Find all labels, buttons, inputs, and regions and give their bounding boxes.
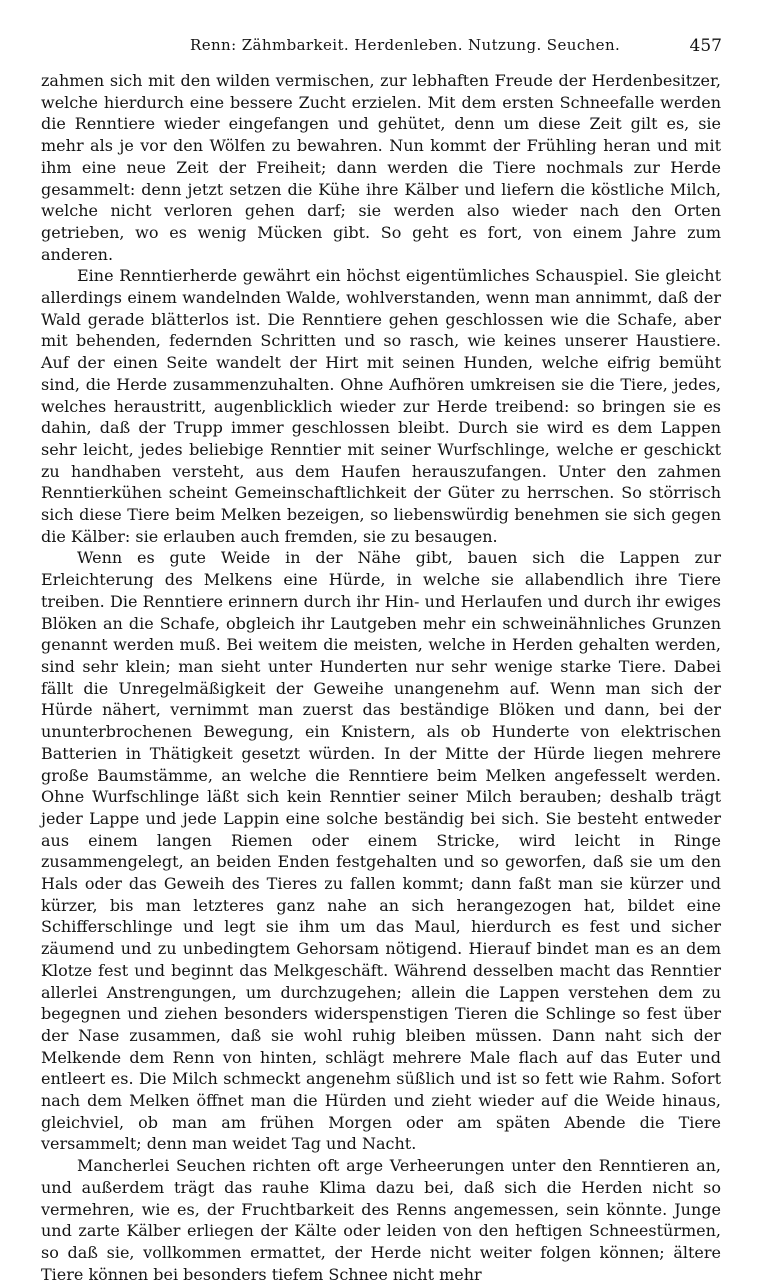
running-title: Renn: Zähmbarkeit. Herdenleben. Nutzung. Seuchen. (190, 36, 621, 54)
running-head (0, 36, 763, 60)
paragraph-continuation: zahmen sich mit den wilden vermischen, zur lebhaften Freude der Herdenbesitzer, welche hierdurch eine bessere Zucht erzielen. Mit dem ersten Schneefalle werden die Renntiere wieder eingefangen und gehütet, denn um diese Zeit gilt es, sie mehr als je vor den Wölfen zu bewahren. Nun kommt der Frühling heran und mit ihm eine neue Zeit der Freiheit; dann werden die Tiere nochmals zur Herde gesammelt: denn jetzt setzen die Kühe ihre Kälber und liefern die köstliche Milch, welche nicht verloren gehen darf; sie werden also wieder nach den Orten getrieben, wo es wenig Mücken gibt. So geht es fort, von einem Jahre zum anderen. (41, 71, 721, 264)
body-text (41, 70, 721, 1285)
paragraph-herd-spectacle: Eine Renntierherde gewährt ein höchst eigentümliches Schauspiel. Sie gleicht allerdings einem wandelnden Walde, wohlverstanden, wenn man annimmt, daß der Wald gerade blätterlos ist. Die Renntiere gehen geschlossen wie die Schafe, aber mit behenden, federnden Schritten und so rasch, wie keines unserer Haustiere. Auf der einen Seite wandelt der Hirt mit seinen Hunden, welche eifrig bemüht sind, die Herde zusammenzuhalten. Ohne Aufhören umkreisen sie die Tiere, jedes, welches heraustritt, augenblicklich wieder zur Herde treibend: so bringen sie es dahin, daß der Trupp immer geschlossen bleibt. Durch sie wird es dem Lappen sehr leicht, jedes beliebige Renntier mit seiner Wurfschlinge, welche er geschickt zu handhaben versteht, aus dem Haufen herauszufangen. Unter den zahmen Renntierkühen scheint Gemeinschaftlichkeit der Güter zu herrschen. So störrisch sich diese Tiere beim Melken bezeigen, so liebenswürdig benehmen sie sich gegen die Kälber: sie erlauben auch fremden, sie zu besaugen. (41, 266, 721, 546)
paragraph-diseases: Mancherlei Seuchen richten oft arge Verheerungen unter den Renntieren an, und außerdem trägt das rauhe Klima dazu bei, daß sich die Herden nicht so vermehren, wie es, der Fruchtbarkeit des Renns angemessen, sein könnte. Junge und zarte Kälber erliegen der Kälte oder leiden von den heftigen Schneestürmen, so daß sie, vollkommen ermattet, der Herde nicht weiter folgen können; ältere Tiere können bei besonders tiefem Schnee nicht mehr (41, 1156, 721, 1284)
page-number: 457 (689, 36, 722, 56)
paragraph-milking-pen: Wenn es gute Weide in der Nähe gibt, bauen sich die Lappen zur Erleichterung des Melkens eine Hürde, in welche sie allabendlich ihre Tiere treiben. Die Renntiere erinnern durch ihr Hin- und Herlaufen und durch ihr ewiges Blöken an die Schafe, obgleich ihr Lautgeben mehr ein schweinähnliches Grunzen genannt werden muß. Bei weitem die meisten, welche in Herden gehalten werden, sind sehr klein; man sieht unter Hunderten nur sehr wenige starke Tiere. Dabei fällt die Unregelmäßigkeit der Geweihe unangenehm auf. Wenn man sich der Hürde nähert, vernimmt man zuerst das beständige Blöken und dann, bei der ununterbrochenen Bewegung, ein Knistern, als ob Hunderte von elektrischen Batterien in Thätigkeit gesetzt würden. In der Mitte der Hürde liegen mehrere große Baumstämme, an welche die Renntiere beim Melken angefesselt werden. Ohne Wurfschlinge läßt sich kein Renntier seiner Milch berauben; deshalb trägt jeder Lappe und jede Lappin eine solche beständig bei sich. Sie besteht entweder aus einem langen Riemen oder einem Stricke, wird leicht in Ringe zusammengelegt, an beiden Enden festgehalten und so geworfen, daß sie um den Hals oder das Geweih des Tieres zu fallen kommt; dann faßt man sie kürzer und kürzer, bis man letzteres ganz nahe an sich herangezogen hat, bildet eine Schifferschlinge und legt sie ihm um das Maul, hierdurch es fest und sicher zäumend und zu unbedingtem Gehorsam nötigend. Hierauf bindet man es an dem Klotze fest und beginnt das Melkgeschäft. Während desselben macht das Renntier allerlei Anstrengungen, um durchzugehen; allein die Lappen verstehen dem zu begegnen und ziehen besonders widerspenstigen Tieren die Schlinge so fest über der Nase zusammen, daß sie wohl ruhig bleiben müssen. Dann naht sich der Melkende dem Renn von hinten, schlägt mehrere Male flach auf das Euter und entleert es. Die Milch schmeckt angenehm süßlich und ist so fett wie Rahm. Sofort nach dem Melken öffnet man die Hürden und zieht wieder auf die Weide hinaus, gleichviel, ob man am frühen Morgen oder am späten Abende die Tiere versammelt; denn man weidet Tag und Nacht. (41, 548, 721, 1154)
